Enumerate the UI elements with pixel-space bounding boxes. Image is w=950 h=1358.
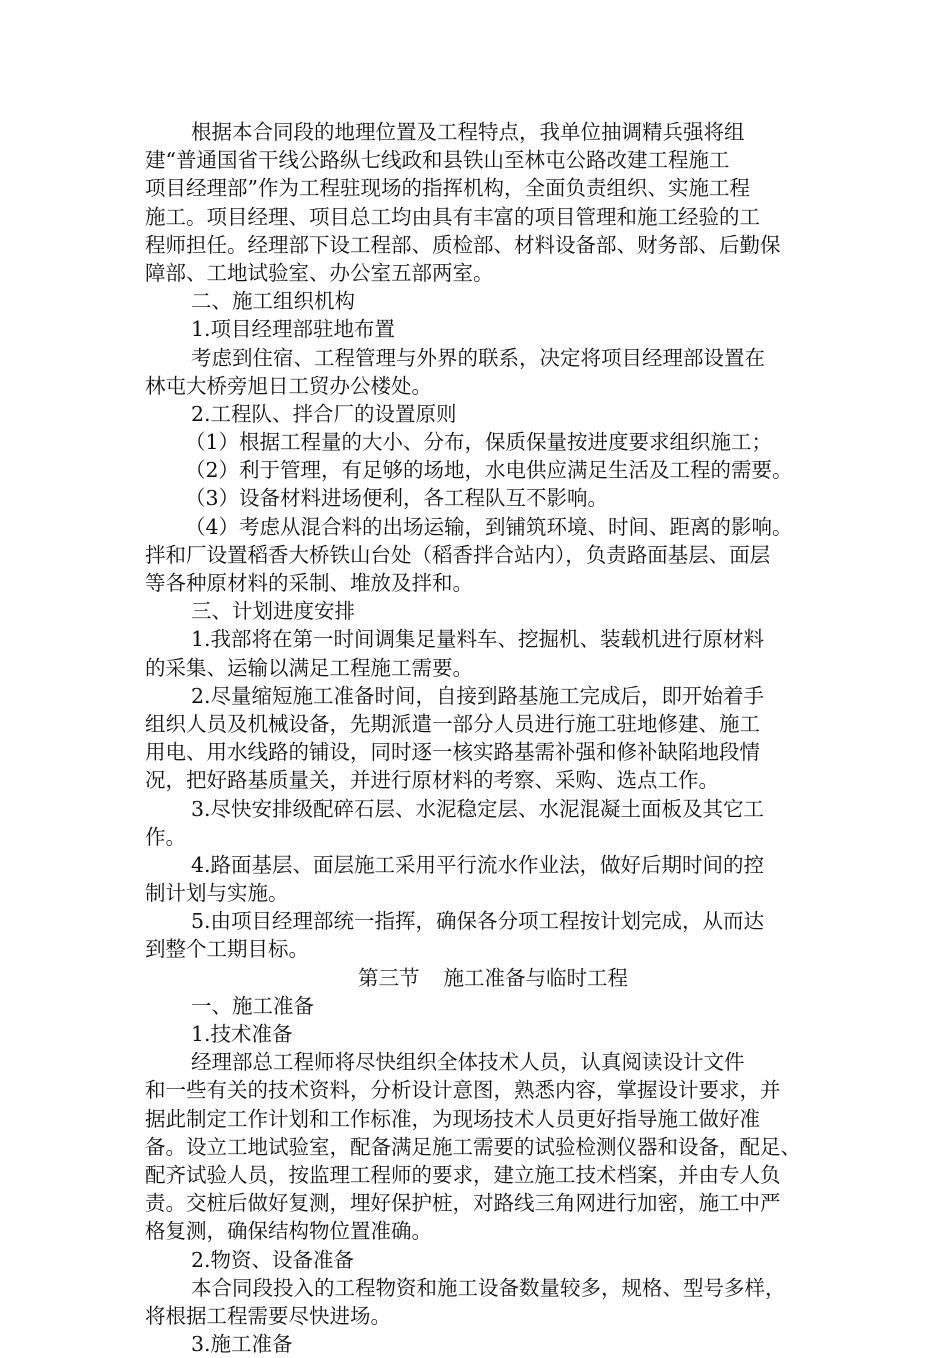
- paragraph-line: 况，把好路基质量关，并进行原材料的考察、采购、选点工作。: [145, 768, 719, 793]
- paragraph-line: 组织人员及机械设备，先期派遣一部分人员进行施工驻地修建、施工: [145, 711, 760, 736]
- paragraph-line: 和一些有关的技术资料，分析设计意图，熟悉内容，掌握设计要求，并: [145, 1078, 781, 1103]
- paragraph-line: 的采集、运输以满足工程施工需要。: [145, 655, 473, 680]
- subsection-heading: 1.技术准备: [191, 1022, 293, 1046]
- paragraph-line: 1.我部将在第一时间调集足量料车、挖掘机、装载机进行原材料: [191, 627, 765, 652]
- paragraph-line: 拌和厂设置稻香大桥铁山台处（稻香拌合站内），负责路面基层、面层: [145, 542, 771, 567]
- paragraph-line: 根据本合同段的地理位置及工程特点，我单位抽调精兵强将组: [191, 120, 745, 144]
- paragraph-line: 考虑到住宿、工程管理与外界的联系，决定将项目经理部设置在: [191, 345, 765, 370]
- subsection-heading: 2.工程队、拌合厂的设置原则: [191, 401, 457, 426]
- paragraph-line: 障部、工地试验室、办公室五部两室。: [145, 260, 494, 285]
- paragraph-line: 施工。项目经理、项目总工均由具有丰富的项目管理和施工经验的工: [145, 204, 760, 229]
- paragraph-line: 制计划与实施。: [145, 881, 289, 906]
- paragraph-line: 责。交桩后做好复测，埋好保护桩，对路线三角网进行加密，施工中严: [145, 1191, 781, 1216]
- paragraph-line: 到整个工期目标。: [145, 937, 309, 962]
- paragraph-line: 3.尽快安排级配碎石层、水泥稳定层、水泥混凝土面板及其它工: [191, 796, 765, 821]
- paragraph-line: 2.尽量缩短施工准备时间，自接到路基施工完成后，即开始着手: [191, 683, 765, 708]
- paragraph-line: 经理部总工程师将尽快组织全体技术人员，认真阅读设计文件: [191, 1050, 745, 1075]
- subsection-heading: 3.施工准备: [191, 1332, 293, 1357]
- paragraph-line: 程师担任。经理部下设工程部、质检部、材料设备部、财务部、后勤保: [145, 232, 781, 257]
- section-title-name: 施工准备与临时工程: [443, 965, 628, 990]
- paragraph-line: 等各种原材料的采制、堆放及拌和。: [145, 571, 473, 595]
- paragraph-line: 4.路面基层、面层施工采用平行流水作业法，做好后期时间的控: [191, 852, 765, 877]
- paragraph-line: 5.由项目经理部统一指挥，确保各分项工程按计划完成，从而达: [191, 909, 765, 934]
- paragraph-line: 用电、用水线路的铺设，同时逐一核实路基需补强和修补缺陷地段情: [145, 740, 760, 765]
- list-item: （3）设备材料进场便利，各工程队互不影响。: [185, 486, 609, 511]
- section-title-number: 第三节: [358, 965, 420, 990]
- list-item: （4）考虑从混合料的出场运输，到铺筑环境、时间、距离的影响。: [185, 514, 793, 539]
- paragraph-line: 配齐试验人员，按监理工程师的要求，建立施工技术档案，并由专人负: [145, 1162, 781, 1187]
- section-heading: 一、施工准备: [191, 993, 314, 1018]
- paragraph-line: 备。设立工地试验室，配备满足施工需要的试验检测仪器和设备，配足、: [145, 1134, 801, 1159]
- paragraph-line: 项目经理部”作为工程驻现场的指挥机构，全面负责组织、实施工程: [145, 176, 750, 201]
- paragraph-line: 作。: [145, 824, 186, 849]
- paragraph-line: 据此制定工作计划和工作标准，为现场技术人员更好指导施工做好准: [145, 1106, 760, 1131]
- list-item: （2）利于管理，有足够的场地，水电供应满足生活及工程的需要。: [185, 458, 793, 483]
- paragraph-line: 将根据工程需要尽快进场。: [145, 1303, 391, 1328]
- section-heading: 二、施工组织机构: [191, 289, 355, 314]
- section-heading: 三、计划进度安排: [191, 599, 355, 624]
- paragraph-line: 林屯大桥旁旭日工贸办公楼处。: [145, 373, 432, 398]
- section-title: [145, 964, 815, 992]
- subsection-heading: 2.物资、设备准备: [191, 1247, 355, 1272]
- subsection-heading: 1.项目经理部驻地布置: [191, 317, 396, 342]
- list-item: （1）根据工程量的大小、分布，保质保量按进度要求组织施工；: [185, 430, 773, 455]
- paragraph-line: 本合同段投入的工程物资和施工设备数量较多，规格、型号多样，: [191, 1275, 786, 1300]
- document-body: [145, 118, 815, 1358]
- paragraph-line: 建“普通国省干线公路纵七线政和县铁山至林屯公路改建工程施工: [145, 148, 730, 173]
- paragraph-line: 格复测，确保结构物位置准确。: [145, 1219, 432, 1244]
